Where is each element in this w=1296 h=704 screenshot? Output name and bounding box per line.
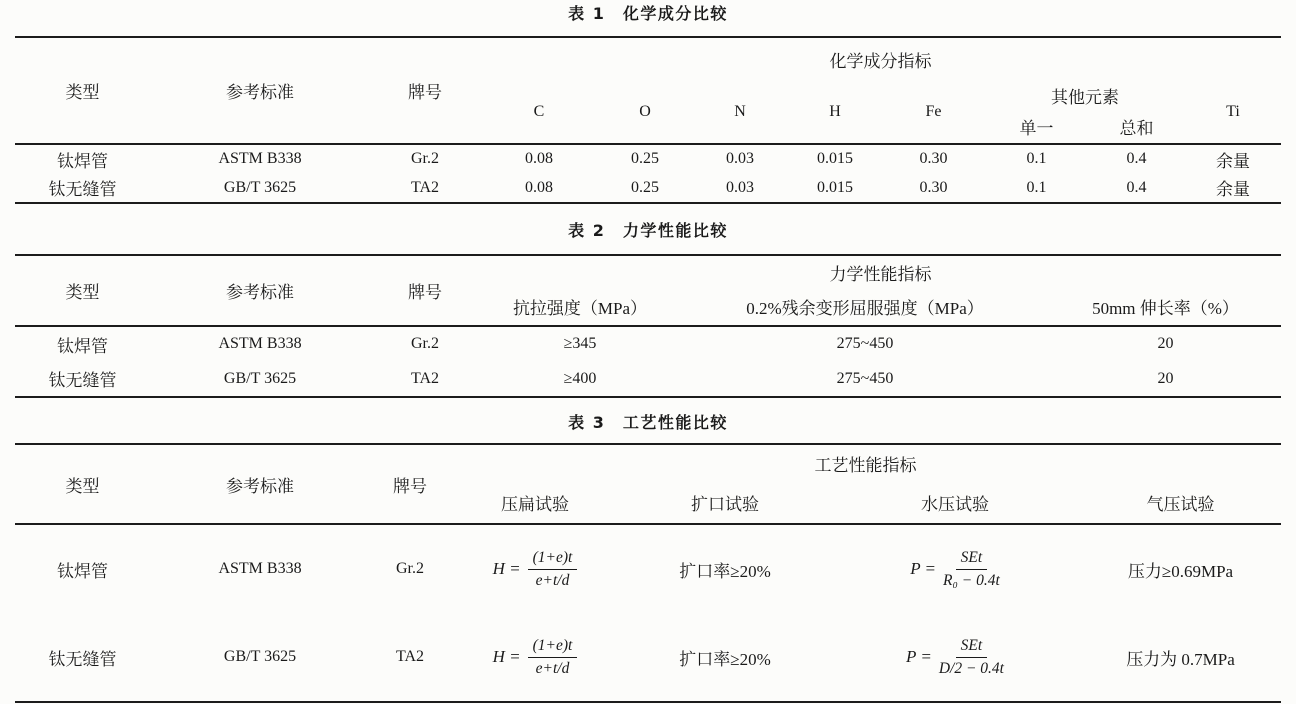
formula-lhs: H = — [492, 559, 521, 578]
table3-th-standard: 参考标准 — [226, 476, 294, 496]
table2-th-type: 类型 — [65, 283, 100, 302]
cell-standard: ASTM B338 — [218, 335, 302, 352]
table3-th-type: 类型 — [65, 476, 100, 496]
fraction — [528, 548, 578, 590]
fraction-numerator: SEt — [956, 548, 988, 569]
hydrostatic-formula — [830, 525, 1080, 613]
cell-flaring: 扩口率≥20% — [679, 561, 771, 581]
cell-value: 0.4 — [1126, 178, 1147, 196]
fraction-denominator: D/2 − 0.4t — [938, 659, 1004, 677]
cell-value: 0.25 — [631, 178, 659, 196]
table1-th-single: 单一 — [1019, 119, 1054, 138]
cell-type: 钛焊管 — [57, 561, 108, 581]
cell-value: 0.30 — [919, 178, 948, 196]
cell-pneumatic: 压力为 0.7MPa — [1126, 649, 1235, 669]
cell-type: 钛无缝管 — [48, 649, 117, 669]
formula-lhs: H = — [492, 647, 521, 666]
fraction-numerator: SEt — [956, 636, 988, 657]
table2-th-yield: 0.2%残余变形屈服强度（MPa） — [746, 299, 984, 318]
table2-th-standard: 参考标准 — [226, 283, 294, 302]
formula-lhs: P = — [910, 559, 937, 578]
fraction-denominator: R₀ − 0.4t — [943, 571, 1000, 589]
table1-th-total: 总和 — [1119, 119, 1154, 138]
cell-value: 275~450 — [836, 369, 894, 387]
cell-value: 0.30 — [919, 150, 948, 167]
cell-value: 0.015 — [817, 178, 853, 196]
hydrostatic-formula — [830, 613, 1080, 701]
formula-lhs: P = — [906, 647, 932, 666]
cell-value: ≥345 — [563, 335, 597, 352]
cell-value: 0.08 — [525, 178, 553, 196]
table3-th-group: 工艺性能指标 — [814, 455, 917, 475]
table1-th-Ti: Ti — [1226, 102, 1240, 120]
cell-grade: TA2 — [395, 648, 425, 665]
cell-value: 0.03 — [726, 150, 754, 167]
cell-grade: Gr.2 — [411, 150, 439, 167]
table1-th-Fe: Fe — [925, 102, 942, 120]
table2-th-grade: 牌号 — [408, 283, 442, 302]
table1-th-group: 化学成分指标 — [829, 51, 932, 71]
fraction-numerator: (1+e)t — [528, 548, 578, 569]
fraction — [939, 636, 1004, 678]
cell-value: 20 — [1157, 369, 1174, 387]
cell-value: 0.1 — [1026, 178, 1047, 196]
table3-th-flattening: 压扁试验 — [501, 494, 569, 514]
table1-th-N: N — [734, 102, 746, 120]
cell-grade: Gr.2 — [396, 560, 424, 577]
table1-th-grade: 牌号 — [408, 83, 442, 102]
table2-th-group: 力学性能指标 — [829, 264, 932, 284]
cell-standard: ASTM B338 — [218, 150, 302, 167]
cell-value: 余量 — [1216, 180, 1250, 199]
table2-body — [15, 327, 1281, 398]
fraction-denominator: e+t/d — [535, 659, 570, 677]
table1-th-type: 类型 — [65, 83, 100, 102]
flattening-formula — [450, 613, 620, 701]
table2-th-tensile: 抗拉强度（MPa） — [512, 299, 648, 318]
cell-value: 20 — [1157, 335, 1174, 352]
table2-header — [15, 254, 1281, 327]
table1-th-other-elements: 其他元素 — [1051, 87, 1119, 107]
flattening-formula — [450, 525, 620, 613]
cell-pneumatic: 压力≥0.69MPa — [1127, 561, 1234, 581]
cell-type: 钛无缝管 — [48, 180, 117, 199]
cell-type: 钛焊管 — [57, 151, 108, 171]
cell-value: 0.25 — [631, 150, 659, 167]
table1-title: 表 1 化学成分比较 — [568, 4, 728, 23]
table1-body — [15, 145, 1281, 204]
cell-type: 钛无缝管 — [48, 371, 117, 390]
table1-header — [15, 36, 1281, 145]
table3-th-flaring: 扩口试验 — [691, 494, 759, 514]
table3-th-pneumatic: 气压试验 — [1146, 494, 1215, 514]
cell-standard: GB/T 3625 — [223, 648, 297, 665]
cell-value: 0.015 — [817, 150, 853, 167]
table3-title: 表 3 工艺性能比较 — [568, 413, 728, 432]
cell-grade: TA2 — [410, 178, 440, 196]
table3-th-hydrostatic: 水压试验 — [921, 494, 989, 514]
cell-type: 钛焊管 — [57, 336, 108, 356]
cell-value: 余量 — [1216, 151, 1250, 171]
cell-flaring: 扩口率≥20% — [679, 649, 771, 669]
cell-standard: GB/T 3625 — [223, 178, 297, 196]
fraction-denominator: e+t/d — [535, 571, 570, 589]
table1-th-standard: 参考标准 — [226, 83, 294, 102]
cell-grade: Gr.2 — [411, 335, 439, 352]
table1-th-H: H — [829, 102, 841, 120]
table1-th-O: O — [639, 102, 651, 120]
fraction — [528, 636, 578, 678]
table2-th-elongation: 50mm 伸长率（%） — [1092, 299, 1239, 318]
cell-value: 275~450 — [836, 335, 894, 352]
cell-value: ≥400 — [563, 369, 597, 387]
table3-header — [15, 443, 1281, 525]
table3-th-grade: 牌号 — [393, 476, 427, 496]
fraction-numerator: (1+e)t — [528, 636, 578, 657]
cell-value: 0.4 — [1126, 150, 1147, 167]
cell-standard: GB/T 3625 — [223, 369, 297, 387]
table2-title: 表 2 力学性能比较 — [568, 221, 728, 240]
cell-standard: ASTM B338 — [218, 560, 302, 577]
cell-value: 0.08 — [525, 150, 553, 167]
cell-value: 0.03 — [726, 178, 754, 196]
fraction — [943, 548, 1000, 590]
cell-grade: TA2 — [410, 369, 440, 387]
cell-value: 0.1 — [1026, 150, 1047, 167]
table1-th-C: C — [533, 102, 545, 120]
table3-body — [15, 525, 1281, 703]
